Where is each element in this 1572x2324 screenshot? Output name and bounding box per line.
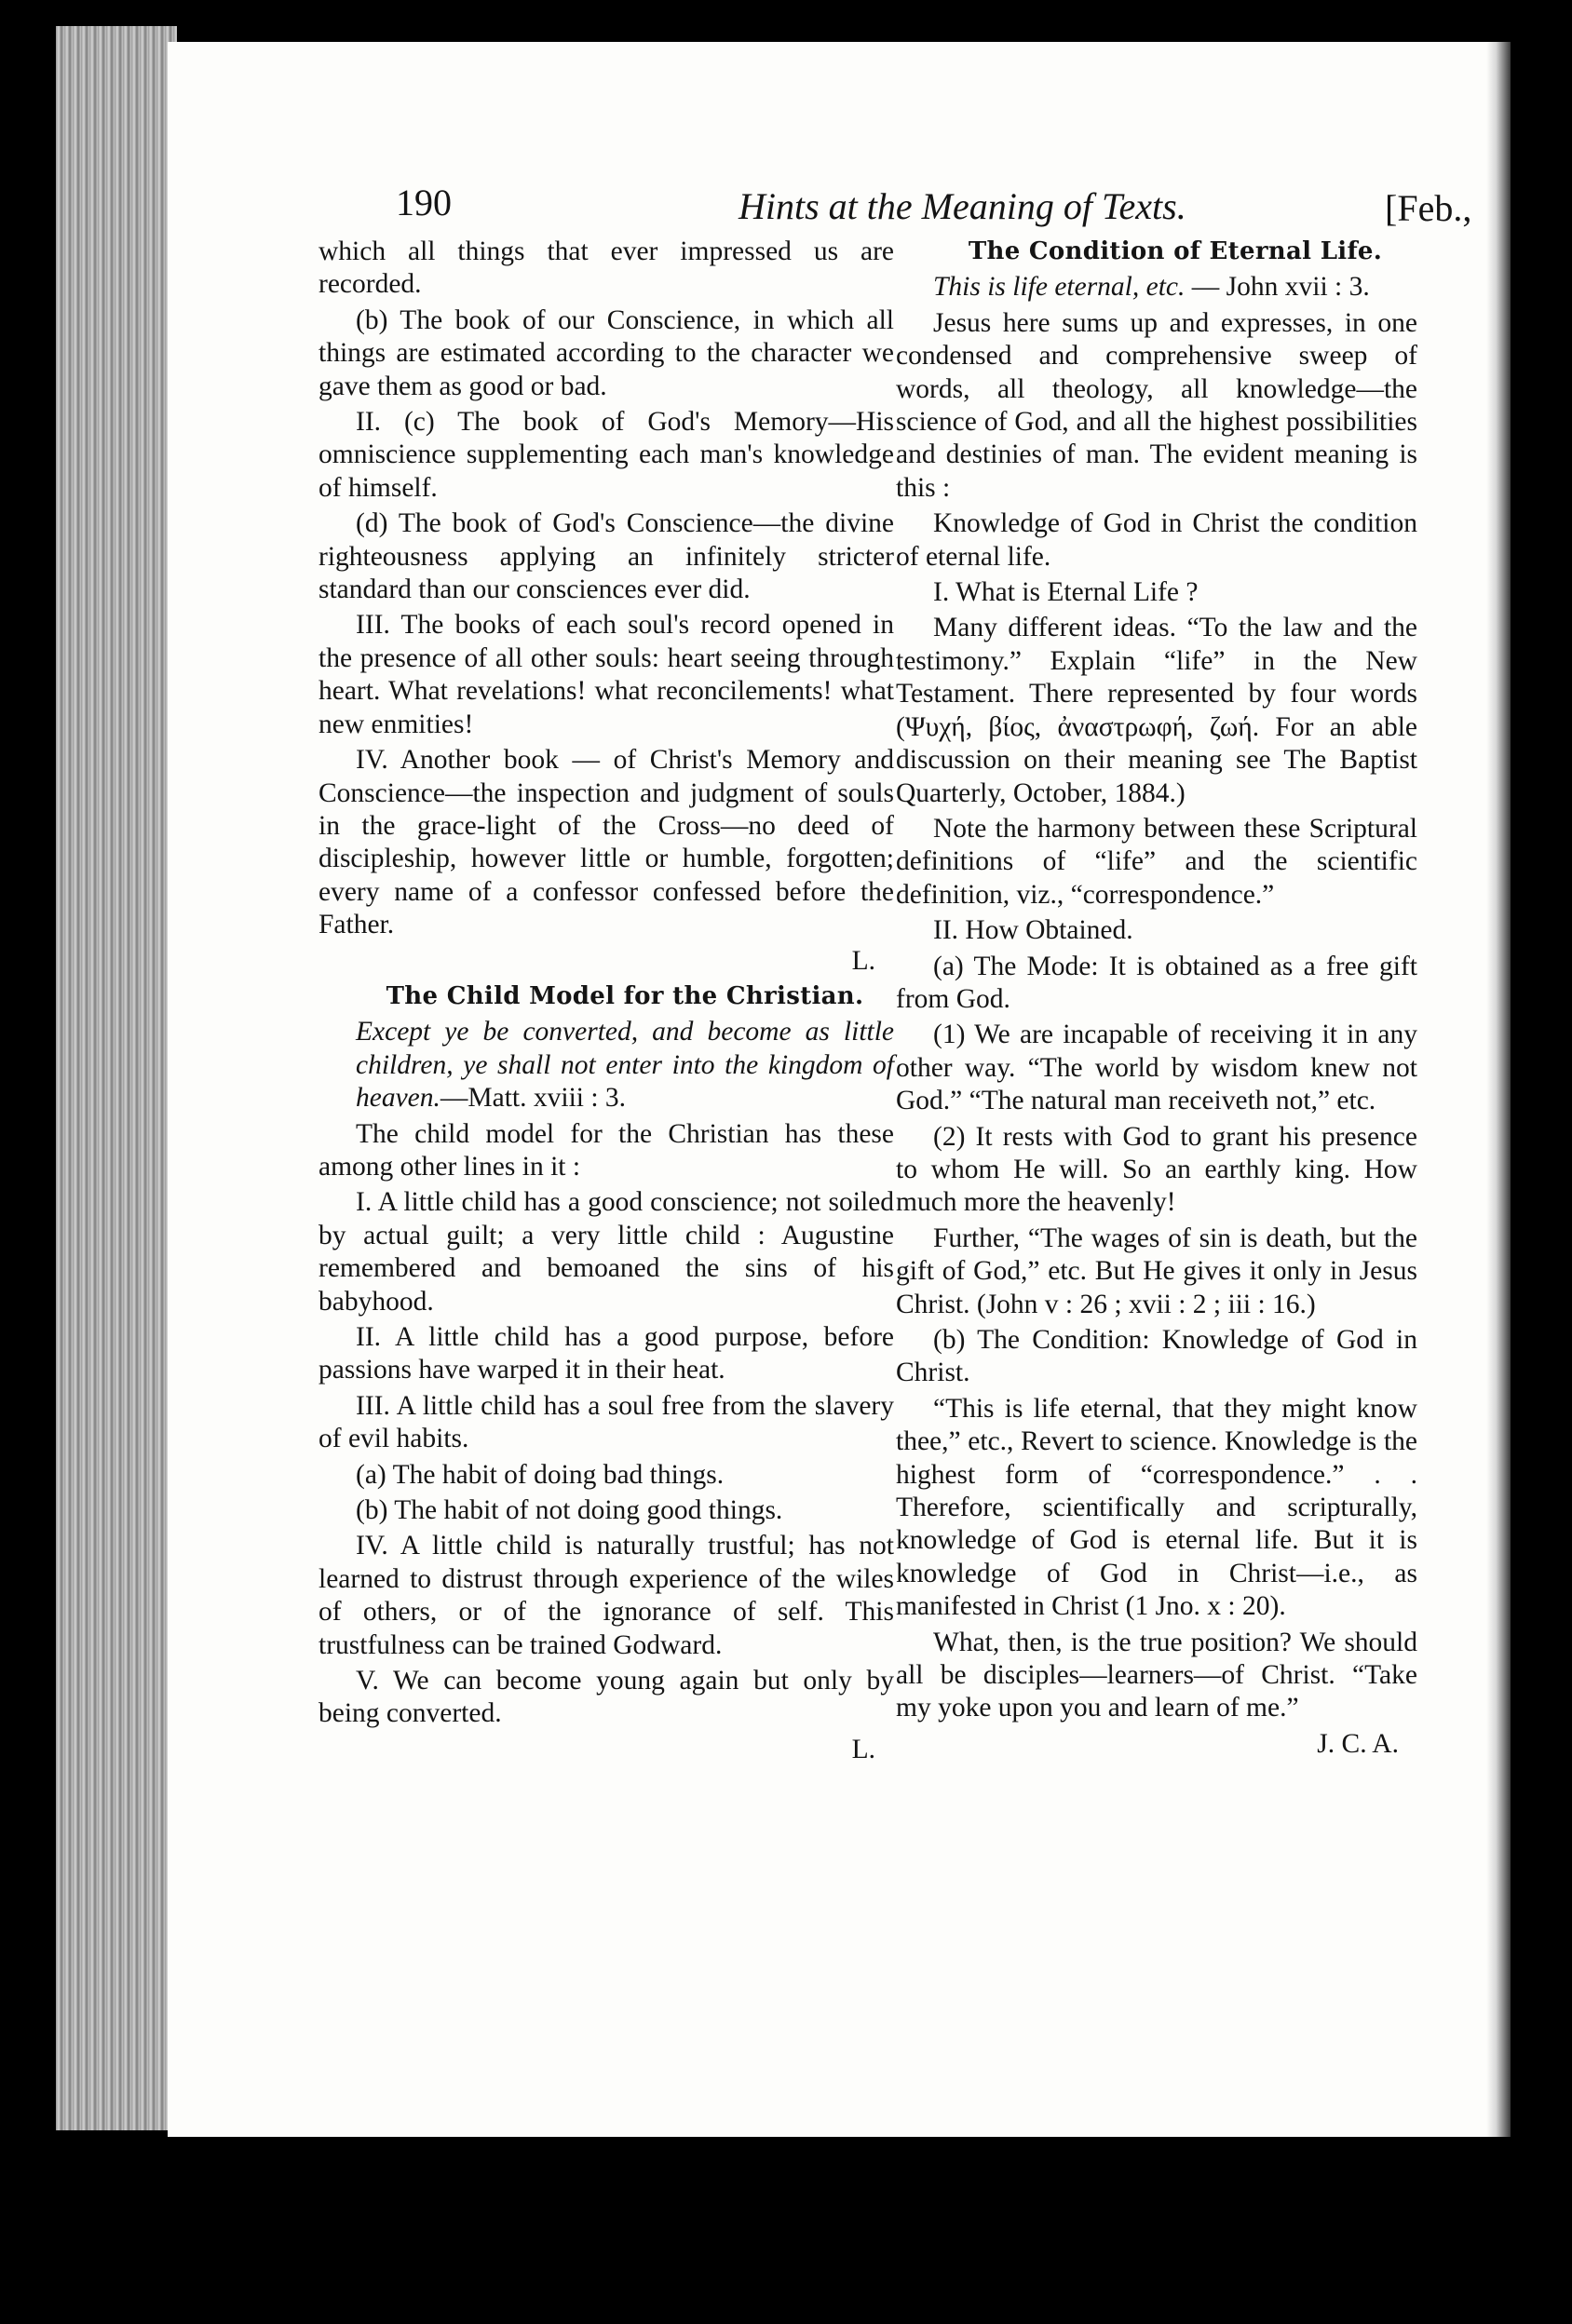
author-initials: J. C. A. [1317, 1728, 1399, 1759]
paragraph: which all things that ever impressed us are recorded. [318, 236, 894, 300]
section-heading: I. What is Eternal Life ? [933, 577, 1199, 608]
paragraph: III. A little child has a soul free from the slavery of evil habits. [318, 1390, 894, 1454]
paragraph: What, then, is the true position? We should all be disciples—learners—of Christ. “Take my yoke upon you and learn of me.” [896, 1627, 1417, 1723]
section-heading: II. How Obtained. [933, 915, 1133, 946]
running-title: Hints at the Meaning of Texts. [739, 185, 1186, 227]
paragraph: (b) The habit of not doing good things. [356, 1495, 783, 1526]
right-column [896, 236, 1417, 1763]
author-initial: L. [851, 1734, 875, 1764]
scripture-text: This is life eternal, etc. [933, 272, 1186, 303]
paragraph: (a) The habit of doing bad things. [356, 1459, 725, 1490]
left-column [318, 236, 894, 1769]
paragraph: (d) The book of God's Conscience—the divine righteousness applying an infinitely stricter standard than our consciences ever did. [318, 508, 894, 605]
paragraph: V. We can become young again but only by being converted. [318, 1666, 894, 1729]
paragraph: Many different ideas. “To the law and the testimony.” Explain “life” in the New Testament. There represented by four words (Ψυχή, βίος, ἀναστρωφή, ζωή. For an able discussion on their meaning see The Baptist Quarterly, October, 1884.) [896, 613, 1417, 808]
header-month: [Feb., [1385, 187, 1472, 229]
paragraph: IV. A little child is naturally trustful; has not learned to distrust through experience of the wiles of others, or of the ignorance of self. This trustfulness can be trained Godward. [318, 1531, 894, 1660]
paragraph: II. A little child has a good purpose, before passions have warped it in their heat. [318, 1322, 894, 1385]
paragraph: II. (c) The book of God's Memory—His omniscience supplementing each man's knowledge of himself. [318, 407, 894, 503]
paragraph: The child model for the Christian has these among other lines in it : [318, 1118, 894, 1182]
page-header [224, 168, 1472, 233]
binding-shadow [1486, 42, 1511, 2137]
scripture-text: Except ye be converted, and become as little children, ye shall not enter into the kingdom of heaven. [356, 1017, 894, 1114]
paragraph: I. A little child has a good conscience; not soiled by actual guilt; a very little child : Augustine remembered and bemoaned the sins of his babyhood. [318, 1187, 894, 1317]
paragraph: (2) It rests with God to grant his presence to whom He will. So an earthly king. How much more the heavenly! [896, 1121, 1417, 1218]
article-title: The Condition of Eternal Life. [968, 237, 1383, 265]
paragraph: III. The books of each soul's record opened in the presence of all other souls: heart seeing through heart. What revelations! what reconcilements! what new enmities! [318, 610, 894, 739]
scripture-reference [318, 1016, 894, 1115]
paragraph: (b) The book of our Conscience, in which all things are estimated according to the character we gave them as good or bad. [318, 304, 894, 401]
paragraph: (1) We are incapable of receiving it in any other way. “The world by wisdom knew not God.” “The natural man receiveth not,” etc. [896, 1020, 1417, 1116]
article-title: The Child Model for the Christian. [386, 981, 864, 1010]
paragraph: Further, “The wages of sin is death, but the gift of God,” etc. But He gives it only in Jesus Christ. (John v : 26 ; xvii : 2 ; iii : 16.) [896, 1223, 1417, 1319]
scripture-reference [896, 271, 1417, 304]
paragraph: (a) The Mode: It is obtained as a free gift from God. [896, 951, 1417, 1014]
page-edge-stack [56, 26, 177, 2130]
paragraph: Note the harmony between these Scriptural definitions of “life” and the scientific definition, viz., “correspondence.” [896, 813, 1417, 910]
scripture-citation: — John xvii : 3. [1185, 272, 1370, 303]
paragraph: Knowledge of God in Christ the condition of eternal life. [896, 508, 1417, 572]
paragraph: (b) The Condition: Knowledge of God in Christ. [896, 1325, 1417, 1388]
author-initial: L. [851, 945, 875, 976]
paragraph: IV. Another book — of Christ's Memory and Conscience—the inspection and judgment of souls in the grace-light of the Cross—no deed of discipleship, however little or humble, forgotten; every name of a confessor confessed before the Father. [318, 745, 894, 940]
scripture-citation: —Matt. xviii : 3. [440, 1083, 627, 1114]
paragraph: Jesus here sums up and expresses, in one condensed and comprehensive sweep of words, all theology, all knowledge—the science of God, and all the highest possibilities and destinies of man. The evident meaning is this : [896, 307, 1417, 503]
paragraph: “This is life eternal, that they might know thee,” etc., Revert to science. Knowledge is the highest form of “correspondence.” . . Therefore, scientifically and scripturally, knowledge of God is eternal life. But it is knowledge of God in Christ—i.e., as manifested in Christ (1 Jno. x : 20). [896, 1393, 1417, 1622]
page-number: 190 [396, 182, 452, 223]
